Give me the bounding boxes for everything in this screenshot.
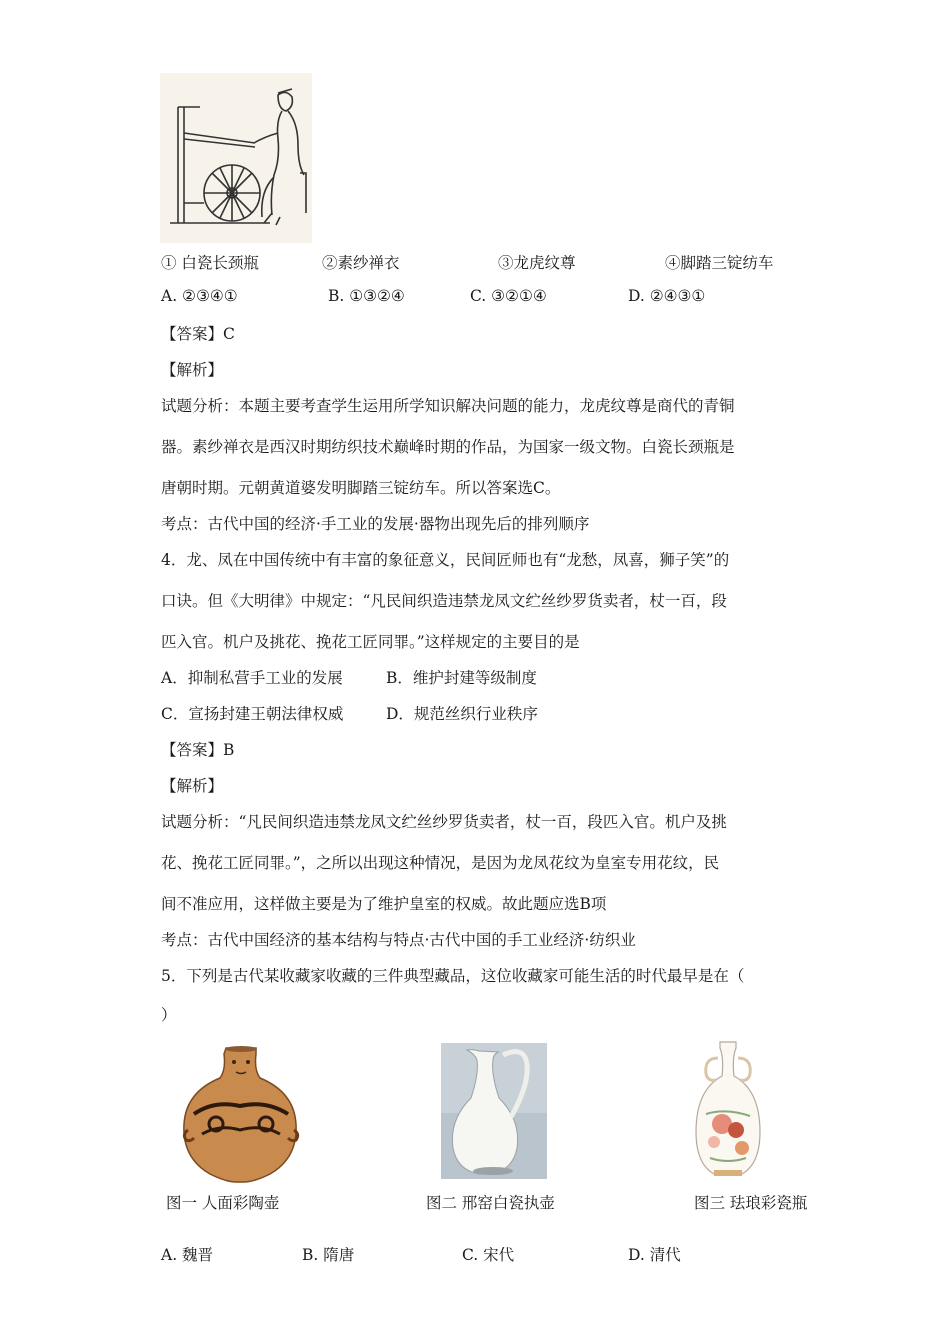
q4-analysis-line: 试题分析：“凡民间织造违禁龙凤文纻丝纱罗货卖者，杖一百，段匹入官。机户及挑	[161, 813, 727, 831]
q3-analysis-line: 器。素纱禅衣是西汉时期纺织技术巅峰时期的作品，为国家一级文物。白瓷长颈瓶是	[161, 438, 735, 456]
q5-question-line: 5．下列是古代某收藏家收藏的三件典型藏品，这位收藏家可能生活的时代最早是在（	[161, 967, 745, 985]
figure-1-caption: 图一 人面彩陶壶	[166, 1194, 280, 1212]
q3-option-c: C. ③②①④	[470, 287, 547, 305]
figure-3-enamel-porcelain-vase	[692, 1038, 764, 1182]
q5-question-line: ）	[161, 1006, 177, 1024]
q4-option-a: A．抑制私营手工业的发展	[161, 669, 343, 687]
q3-analysis-line: 试题分析：本题主要考查学生运用所学知识解决问题的能力，龙虎纹尊是商代的青铜	[161, 397, 735, 415]
q3-kaodian: 考点：古代中国的经济·手工业的发展·器物出现先后的排列顺序	[161, 515, 590, 533]
q4-question-line: 4．龙、凤在中国传统中有丰富的象征意义，民间匠师也有“龙愁，凤喜，狮子笑”的	[161, 551, 730, 569]
q4-question-line: 匹入官。机户及挑花、挽花工匠同罪。”这样规定的主要目的是	[161, 633, 580, 651]
q4-answer: 【答案】B	[161, 741, 235, 759]
q3-option-d: D. ②④③①	[628, 287, 706, 305]
figure-2-caption: 图二 邢窑白瓷执壶	[426, 1194, 555, 1212]
figure-3-caption: 图三 珐琅彩瓷瓶	[694, 1194, 808, 1212]
q4-analysis-label: 【解析】	[161, 777, 224, 795]
q3-option-a: A. ②③④①	[161, 287, 238, 305]
q4-question-line: 口诀。但《大明律》中规定：“凡民间织造违禁龙凤文纻丝纱罗货卖者，杖一百，段	[161, 592, 727, 610]
q3-answer: 【答案】C	[161, 325, 235, 343]
q4-option-c: C．宣扬封建王朝法律权威	[161, 705, 344, 723]
q3-option-b: B. ①③②④	[328, 287, 405, 305]
q3-item-3: ③龙虎纹尊	[498, 254, 576, 272]
q5-option-b: B. 隋唐	[302, 1246, 355, 1264]
q4-analysis-line: 花、挽花工匠同罪。”，之所以出现这种情况，是因为龙凤花纹为皇室专用花纹，民	[161, 854, 720, 872]
q3-item-2: ②素纱禅衣	[322, 254, 400, 272]
figure-1-painted-pottery-jar	[182, 1044, 300, 1184]
q4-analysis-line: 间不准应用，这样做主要是为了维护皇室的权威。故此题应选B项	[161, 895, 607, 913]
q5-option-a: A. 魏晋	[161, 1246, 214, 1264]
q3-item-4: ④脚踏三锭纺车	[665, 254, 774, 272]
q4-kaodian: 考点：古代中国经济的基本结构与特点·古代中国的手工业经济·纺织业	[161, 931, 636, 949]
q5-option-d: D. 清代	[628, 1246, 681, 1264]
q5-option-c: C. 宋代	[462, 1246, 515, 1264]
q4-option-d: D．规范丝织行业秩序	[386, 705, 538, 723]
q4-option-b: B．维护封建等级制度	[386, 669, 537, 687]
figure-2-white-porcelain-ewer	[441, 1043, 547, 1179]
q3-analysis-line: 唐朝时期。元朝黄道婆发明脚踏三锭纺车。所以答案选C。	[161, 479, 561, 497]
spinning-wheel-illustration	[160, 73, 312, 243]
q3-analysis-label: 【解析】	[161, 361, 224, 379]
q3-item-1: ① 白瓷长颈瓶	[161, 254, 259, 272]
